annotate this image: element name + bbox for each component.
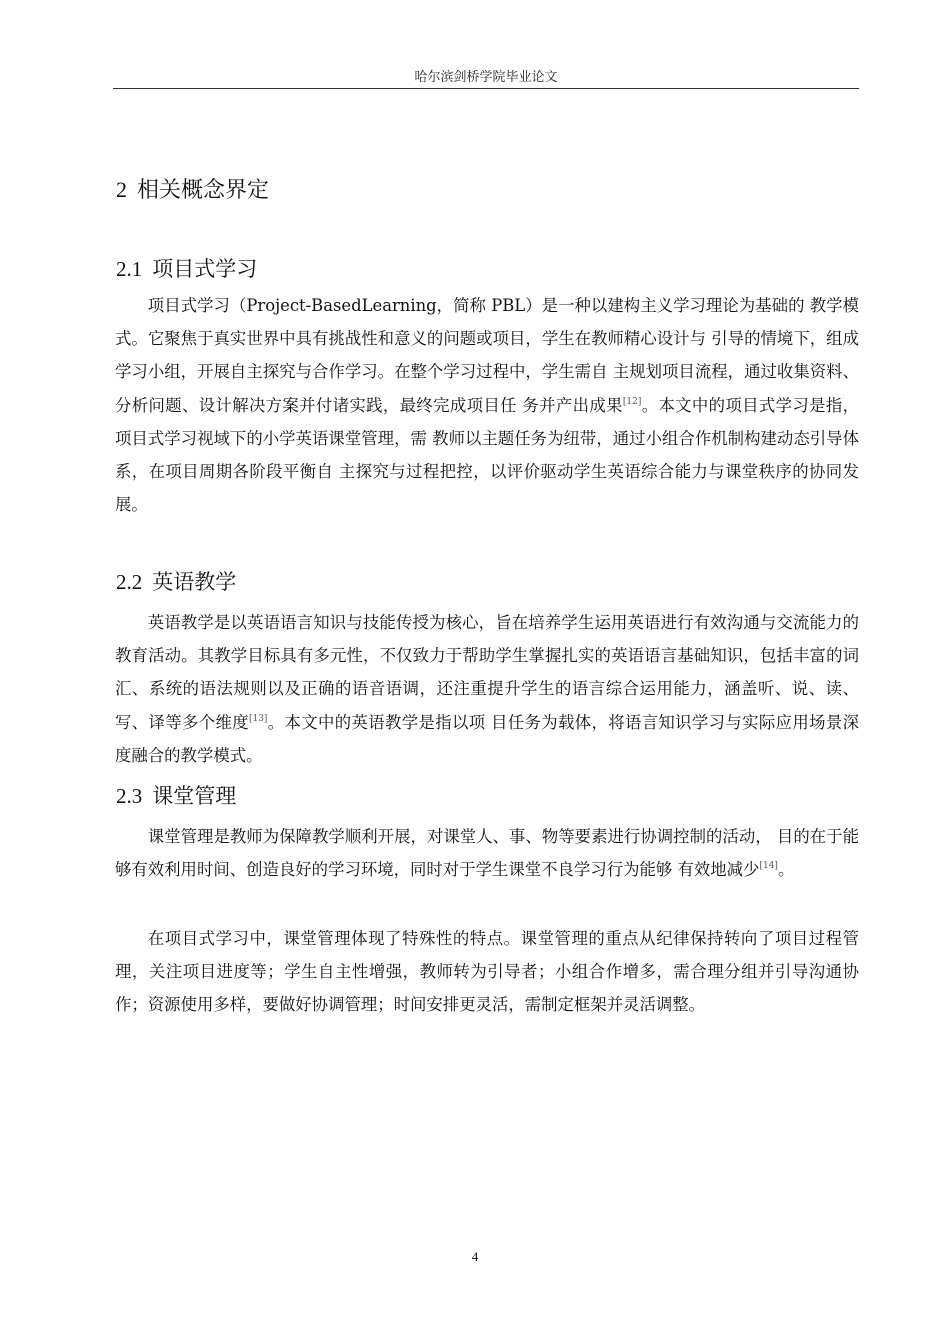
citation-marker: [13] [248, 713, 268, 724]
paragraph-text: 课堂管理是教师为保障教学顺利开展，对课堂人、事、物等要素进行协调控制的活动， 目的在于能够有效利用时间、创造良好的学习环境，同时对于学生课堂不良学习行为能够 有效地减少 [115, 827, 859, 880]
section-number: 2.3 [116, 784, 143, 808]
running-header: 哈尔滨剑桥学院毕业论文 [414, 70, 558, 85]
paragraph-text: 在项目式学习中，课堂管理体现了特殊性的特点。课堂管理的重点从纪律保持转向了项目过程管理，关注项目进度等；学生自主性增强，教师转为引导者；小组合作增多，需合理分组并引导沟通协作；资源使用多样，要做好协调管理；时间安排更灵活，需制定框架并灵活调整。 [115, 929, 859, 1015]
page-number: 4 [471, 1249, 479, 1264]
chapter-heading [116, 173, 269, 204]
paragraph-classroom-management-definition [115, 820, 859, 886]
section-heading-2-2 [116, 566, 236, 596]
section-title: 课堂管理 [152, 784, 237, 808]
section-number: 2.2 [116, 570, 143, 594]
paragraph-classroom-management-pbl [115, 922, 859, 1022]
section-number: 2.1 [116, 257, 143, 281]
paragraph-text: 。本文中的英语教学是指以项 目任务为载体，将语言知识学习与实际应用场景深度融合的教学模式。 [115, 712, 859, 765]
paragraph-text: 。 [777, 860, 795, 880]
citation-marker: [14] [759, 861, 778, 872]
paragraph-text: 。本文中的项目式学习是指，项目式学习视域下的小学英语课堂管理，需 教师以主题任务为纽带，通过小组合作机制构建动态引导体系，在项目周期各阶段平衡自 主探究与过程把控，以评价驱动学生英语综合能力与课堂秩序的协同发展。 [115, 395, 860, 515]
section-title: 项目式学习 [152, 257, 258, 281]
chapter-title: 相关概念界定 [137, 178, 270, 203]
paragraph-project-learning [115, 289, 859, 521]
section-heading-2-1 [116, 253, 257, 283]
paragraph-text: 英语教学是以英语语言知识与技能传授为核心，旨在培养学生运用英语进行有效沟通与交流能力的教育活动。其教学目标具有多元性，不仅致力于帮助学生掌握扎实的英语语言基础知识，包括丰富的词汇、系统的语法规则以及正确的语音语调，还注重提升学生的语言综合运用能力，涵盖听、说、读、写、译等多个维度 [115, 613, 859, 732]
section-heading-2-3 [116, 780, 236, 810]
citation-marker: [12] [622, 396, 642, 407]
section-title: 英语教学 [152, 570, 237, 594]
paragraph-text: 项目式学习（Project-BasedLearning，简称 PBL）是一种以建构主义学习理论为基础的 教学模式。它聚焦于真实世界中具有挑战性和意义的问题或项目，学生在教师精心设计与 引导的情境下，组成学习小组，开展自主探究与合作学习。在整个学习过程中，学生需自 主规划项目流程，通过收集资料、分析问题、设计解决方案并付诸实践，最终完成项目任 务并产出成果 [115, 296, 859, 415]
header-rule [113, 88, 859, 89]
chapter-number: 2 [116, 177, 127, 202]
paragraph-english-teaching [115, 606, 859, 772]
